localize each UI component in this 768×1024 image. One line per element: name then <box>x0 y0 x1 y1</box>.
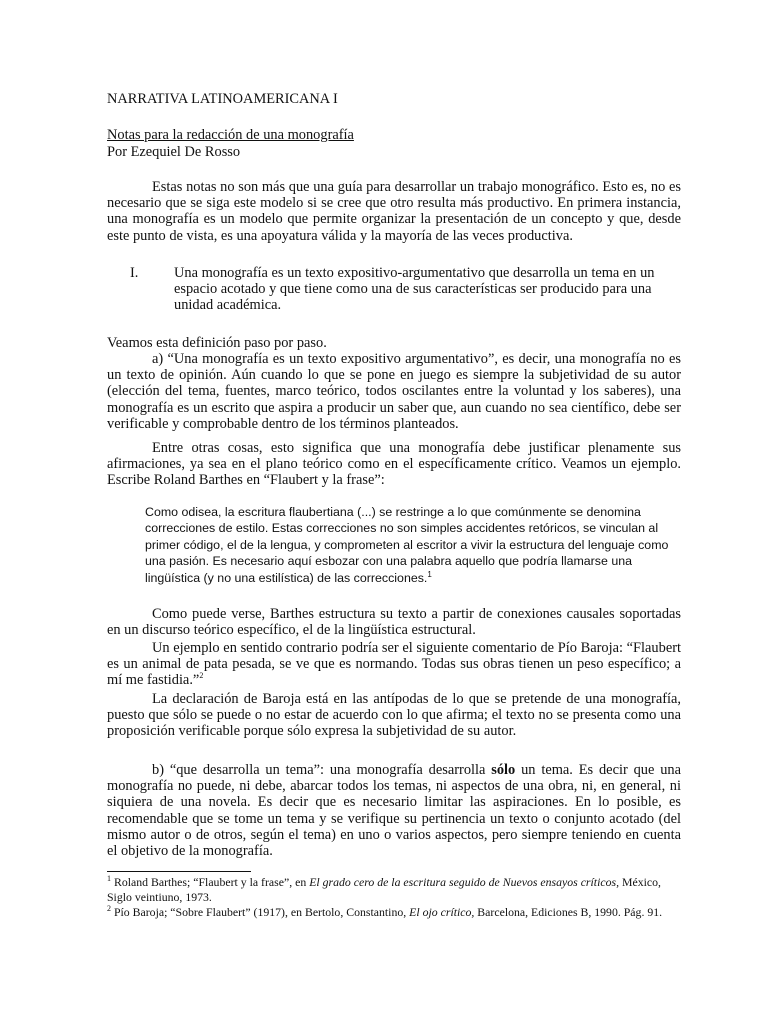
footnote-1-title: El grado cero de la escritura seguido de Nuevos ensayos críticos, <box>309 875 620 889</box>
footnote-ref-2[interactable]: 2 <box>199 671 204 681</box>
document-subtitle: Notas para la redacción de una monografía <box>107 127 354 143</box>
author-byline: Por Ezequiel De Rosso <box>107 144 241 160</box>
section-definition: Una monografía es un texto expositivo-argumentativo que desarrolla un tema en un espacio acotado y que tiene como una de sus características ser producido para una unidad académica. <box>174 265 655 314</box>
para-b-before: b) “que desarrolla un tema”: una monografía desarrolla <box>152 762 492 778</box>
footnote-ref-1[interactable]: 1 <box>427 569 432 579</box>
ejemplo-text: Un ejemplo en sentido contrario podría ser el siguiente comentario de Pío Baroja: “Flaubert es un animal de pata pesada, se ve que es normando. Todas sus obras tienen un peso específico; a mí me fastidia.” <box>107 640 681 689</box>
footnote-1 <box>107 875 681 904</box>
quote-text: Como odisea, la escritura flaubertiana (...) se restringe a lo que comúnmente se denomina correcciones de estilo. Estas correcciones no son simples accidentes retóricos, se vinculan al primer código, el de la lengua, y comprometen al escritor a vivir la estructura del lenguaje como una pasión. Es necesario aquí esbozar con una palabra aquello que podría llamarse una lingüística (y no una estilística) de las correcciones. <box>145 505 669 585</box>
paragraph-como: Como puede verse, Barthes estructura su texto a partir de conexiones causales soportadas en un discurso teórico específico, el de la lingüística estructural. <box>107 606 681 639</box>
para-b-after: un tema. Es decir que una monografía no puede, ni debe, abarcar todos los temas, ni aspectos de una obra, ni, en general, ni siquiera de una novela. Es decir que es necesario limitar las aspiraciones. En lo posible, es recomendable que se tome un tema y se verifique su pertinencia un texto o conjunto acotado (del mismo autor o de otros, según el tema) en uno o varios aspectos, pero siempre teniendo en cuenta el objetivo de la monografía. <box>107 762 681 860</box>
step-intro: Veamos esta definición paso por paso. <box>107 335 327 351</box>
paragraph-declaracion: La declaración de Baroja está en las antípodas de lo que se pretende de una monografía, puesto que sólo se puede o no estar de acuerdo con lo que afirma; el texto no se presenta como una proposición verificable porque sólo expresa la subjetividad de su autor. <box>107 691 681 740</box>
footnote-2-text: Pío Baroja; “Sobre Flaubert” (1917), en Bertolo, Constantino, <box>111 905 410 919</box>
barthes-quote <box>145 504 670 586</box>
intro-paragraph: Estas notas no son más que una guía para desarrollar un trabajo monográfico. Esto es, no es necesario que se siga este modelo si se cree que otro resulta más productivo. En primera instancia, una monografía es un modelo que permite organizar la presentación de un concepto y que, desde este punto de vista, es una apoyatura válida y la mayoría de las veces productiva. <box>107 179 681 244</box>
footnote-2-number: 2 <box>107 904 111 914</box>
paragraph-entre: Entre otras cosas, esto significa que una monografía debe justificar plenamente sus afirmaciones, ya sea en el plano teórico como en el específicamente crítico. Veamos un ejemplo. Escribe Roland Barthes en “Flaubert y la frase”: <box>107 440 681 489</box>
footnote-1-publisher: México, Siglo veintiuno, 1973. <box>107 875 661 904</box>
paragraph-a: a) “Una monografía es un texto expositivo argumentativo”, es decir, una monografía no es un texto de opinión. Aún cuando lo que se pone en juego es siempre la subjetividad de su autor (elección del tema, fuentes, marco teórico, todos oscilantes entre la voluntad y los saberes), una monografía es un escrito que aspira a producir un saber que, aun cuando no sea científico, debe ser verificable y comprobable dentro de los términos planteados. <box>107 351 681 432</box>
document-title: NARRATIVA LATINOAMERICANA I <box>107 91 338 107</box>
paragraph-b <box>107 762 681 859</box>
paragraph-ejemplo <box>107 640 681 689</box>
footnote-2 <box>107 905 681 920</box>
footnote-separator <box>107 871 251 872</box>
para-b-bold: sólo <box>491 762 516 778</box>
section-numeral: I. <box>130 265 139 281</box>
footnote-2-title: El ojo crítico, <box>409 905 475 919</box>
footnote-2-publisher: Barcelona, Ediciones B, 1990. Pág. 91. <box>474 905 663 919</box>
footnote-1-number: 1 <box>107 874 111 884</box>
footnote-1-text: Roland Barthes; “Flaubert y la frase”, en <box>111 875 310 889</box>
